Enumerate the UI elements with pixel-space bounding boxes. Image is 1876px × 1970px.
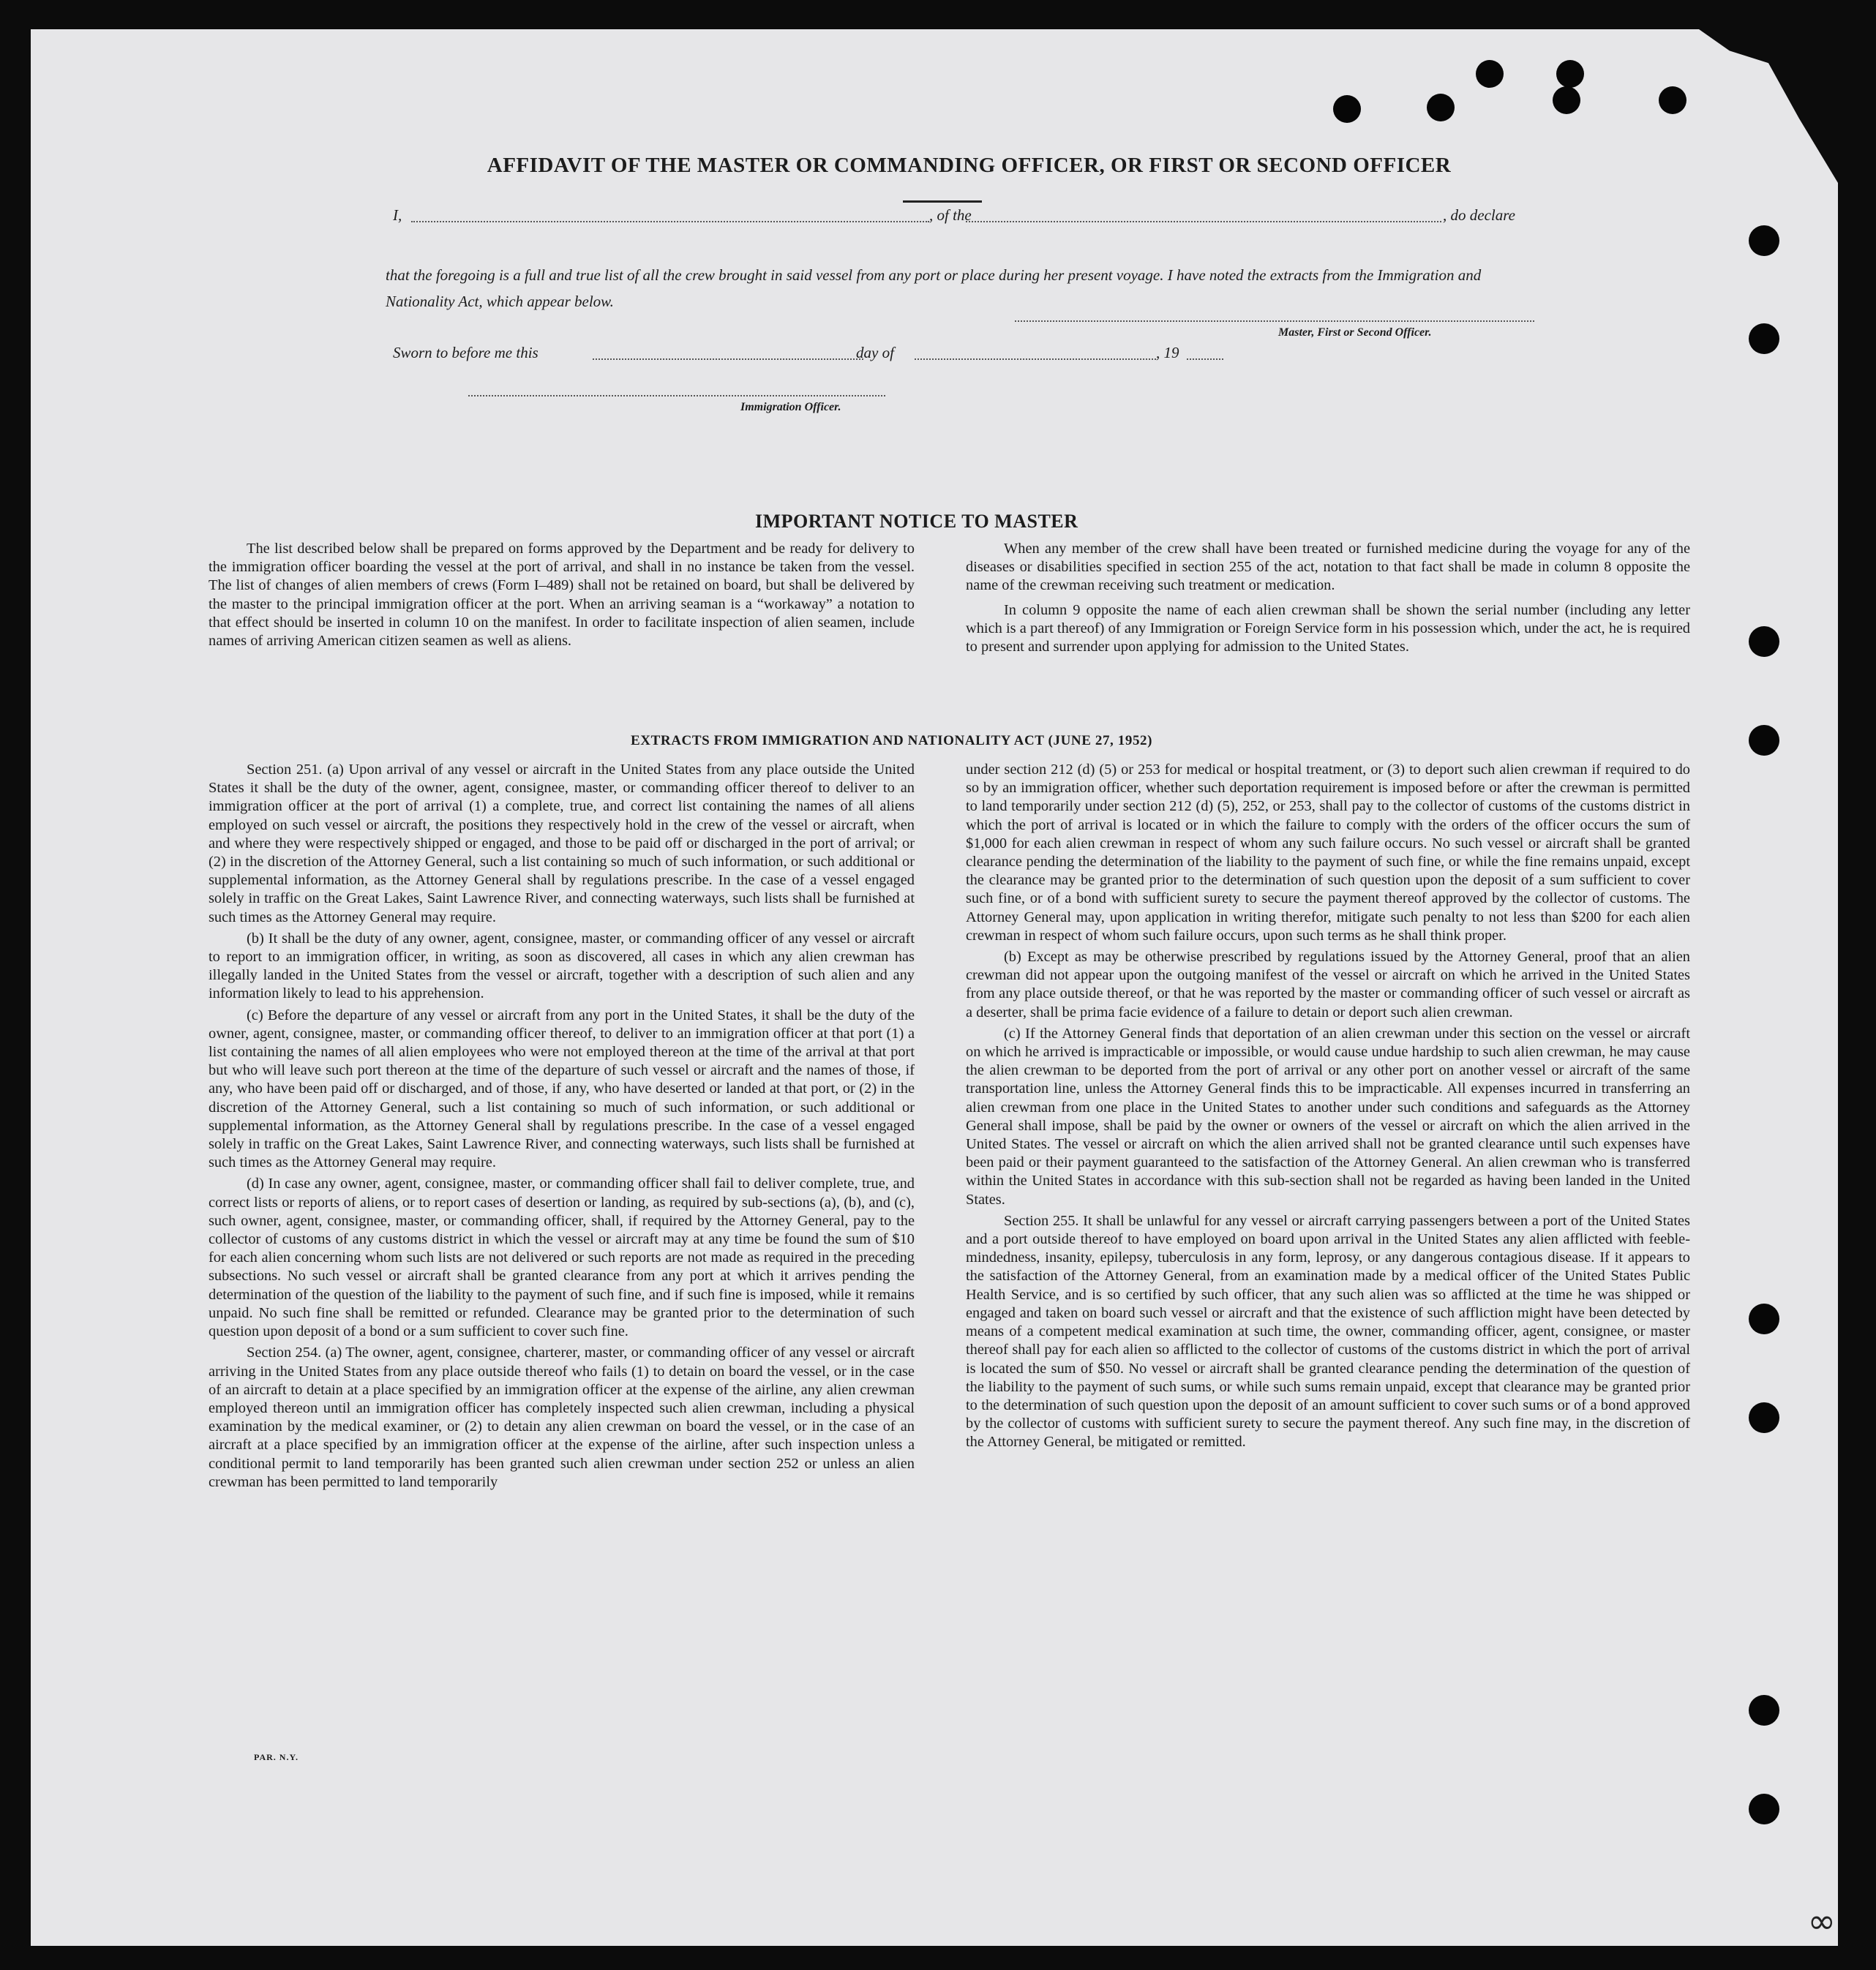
vessel-field[interactable] (966, 221, 1441, 222)
extract-paragraph: Section 255. It shall be unlawful for any vessel or aircraft carrying passengers between a port of the United States and a port outside thereof to have employed on board upon arrival in the United States any alien afflicted with feeble-mindedness, insanity, epilepsy, tuberculosis in any form, leprosy, or any dangerous contagious disease. If it appears to the satisfaction of the Attorney General, from an examination made by a medical officer of the United States Public Health Service, and is so certified by such officer, that any such alien was so afflicted at the time he was shipped or engaged and taken on board such vessel or aircraft and that the existence of such affliction might have been detected by means of a competent medical examination at such time, the owner, commanding officer, agent, consignee, or master thereof shall pay for each alien so afflicted to the collector of customs of the customs district in which the port of arrival is located the sum of $50. No vessel or aircraft shall be granted clearance pending the determination of the question of the liability to the payment of such sums, or while such sums remain unpaid, except that clearance may be granted prior to the determination of such question upon the deposit of an amount sufficient to cover such sums or of a bond approved by the collector of customs with sufficient surety to secure the payment thereof. Any such fine may, in the discretion of the Attorney General, be mitigated or remitted. (966, 1212, 1690, 1451)
sworn-year-field[interactable] (1187, 358, 1223, 360)
declaration-text: that the foregoing is a full and true list of all the crew brought in said vessel from any port or place during her present voyage. I have noted the extracts from the Immigration and Nationality Act, which appear below. (386, 266, 1482, 310)
extract-paragraph: (b) Except as may be otherwise prescribed by regulations issued by the Attorney General, proof that an alien crewman did not appear upon the outgoing manifest of the vessel or aircraft on which he arrived in the United States from any place outside thereof, or that he was reported by the master or commanding officer of such vessel or aircraft as a deserter, shall be prima facie evidence of a failure to detain or deport such alien crewman. (966, 949, 1690, 1020)
master-signature-caption: Master, First or Second Officer. (1278, 326, 1432, 339)
punch-hole (1749, 323, 1779, 354)
punch-hole (1659, 86, 1686, 114)
torn-corner (1699, 29, 1838, 183)
extracts-right-column (966, 761, 1690, 1455)
extract-paragraph: under section 212 (d) (5) or 253 for medical or hospital treatment, or (3) to deport such alien crewman if required to do so by an immigration officer, whether such deportation requirement is imposed before or after the crewman is permitted to land temporarily under section 212 (d) (5), 252, or 253, shall pay to the collector of customs of the customs district in which the port of arrival is located or in which the failure to comply with the orders of the officer occurs the sum of $1,000 for each alien crewman in respect of whom any such failure occurs. No such vessel or aircraft shall be granted clearance pending the determination of the liability to the payment of such fine, or while the fine remains unpaid, except the clearance may be granted prior to the determination of such question upon the deposit of a sum sufficient to cover such fine, or of a bond with sufficient surety to secure the payment thereof approved by the collector of customs. The Attorney General may, upon application in writing therefor, mitigate such penalty to not less than $200 for each alien crewman in respect of whom such failure occurs, upon such terms as he shall think proper. (966, 762, 1690, 944)
punch-hole (1749, 1402, 1779, 1433)
punch-hole (1749, 1794, 1779, 1824)
extract-paragraph: Section 251. (a) Upon arrival of any vessel or aircraft in the United States from any place outside the United States it shall be the duty of the owner, agent, consignee, master, or commanding officer thereof to deliver to an immigration officer at the port of arrival (1) a complete, true, and correct list containing the names of all aliens employed on such vessel or aircraft, the positions they respectively hold in the crew of the vessel or aircraft, when and where they were respectively shipped or engaged, and those to be paid off or discharged in the port of arrival; or (2) in the discretion of the Attorney General, such a list containing so much of such information, or such additional or supplemental information, as the Attorney General shall by regulations prescribe. In the case of a vessel engaged solely in traffic on the Great Lakes, Saint Lawrence River, and connecting waterways, such lists shall be furnished at such times as the Attorney General may require. (209, 762, 915, 925)
document-page (31, 29, 1838, 1946)
punch-hole (1553, 86, 1580, 114)
name-field[interactable] (411, 221, 929, 222)
i-label: I, (393, 206, 402, 224)
extract-paragraph: (c) Before the departure of any vessel or aircraft from any port in the United States, it shall be the duty of the owner, agent, consignee, master, or commanding officer thereof, to deliver to an immigration officer at that port (1) a list containing the names of all alien employees who were not employed thereon at the time of the arrival at that port but who will leave such port thereon at the time of the departure of such vessel or aircraft and the names of those, if any, who have been paid off or discharged, and of those, if any, who have deserted or landed at that port, or (2) in the discretion of the Attorney General, such a list containing so much of such information, or such additional or supplemental information, as the Attorney General shall by regulations prescribe. In the case of a vessel engaged solely in traffic on the Great Lakes, Saint Lawrence River, and connecting waterways, such lists shall be furnished at such times as the Attorney General may require. (209, 1007, 915, 1171)
extract-paragraph: (d) In case any owner, agent, consignee, master, or commanding officer shall fail to deliver complete, true, and correct lists or reports of aliens, or to report cases of desertion or landing, as required by sub-sections (a), (b), and (c), such owner, agent, consignee, master, or commanding officer, shall, if required by the Attorney General, pay to the collector of customs of any customs district in which the vessel or aircraft may at any time be found the sum of $10 for each alien concerning whom such lists are not delivered or such reports are not made as required in the preceding subsections. No such vessel or aircraft shall be granted clearance from any port at which it arrives pending the determination of the question of the liability to the payment of such fine, and if such fine is imposed, while it remains unpaid. No such fine shall be remitted or refunded. Clearance may be granted prior to the determination of such question upon deposit of a bond or a sum sufficient to cover such fine. (209, 1176, 915, 1340)
day-of-label: day of (856, 344, 894, 361)
affidavit-title: AFFIDAVIT OF THE MASTER OR COMMANDING OFFICER, OR FIRST OR SECOND OFFICER (487, 154, 1452, 177)
notice-left-column (209, 540, 915, 653)
extracts-title: EXTRACTS FROM IMMIGRATION AND NATIONALITY ACT (JUNE 27, 1952) (631, 733, 1153, 748)
notice-paragraph: In column 9 opposite the name of each alien crewman shall be shown the serial number (including any letter which is a part thereof) of any Immigration or Foreign Service form in his possession which, under the act, he is required to present and surrender upon applying for admission to the United States. (966, 601, 1690, 655)
master-signature-line[interactable] (1015, 320, 1534, 322)
punch-hole (1749, 225, 1779, 256)
sworn-label: Sworn to before me this (393, 344, 539, 361)
punch-hole (1749, 1304, 1779, 1334)
punch-hole (1749, 626, 1779, 657)
printer-mark: PAR. N.Y. (254, 1752, 299, 1762)
notice-paragraph: The list described below shall be prepared on forms approved by the Department and be ready for delivery to the immigration officer boarding the vessel at the port of arrival, and shall in no instance be taken from the vessel. The list of changes of alien members of crews (Form I–489) shall not be retained on board, but shall be delivered by the master to the principal immigration officer at the port. When an arriving seaman is a “workaway” a notation to that effect should be inserted in column 10 on the manifest. In order to facilitate inspection of alien seamen, include names of arriving American citizen seamen as well as aliens. (209, 541, 915, 650)
extract-paragraph: (c) If the Attorney General finds that deportation of an alien crewman under this section on the vessel or aircraft on which he arrived is impracticable or impossible, or would cause undue hardship to such alien crewman, he may cause the alien crewman to be deported from the port of arrival or any other port on another vessel or aircraft of the same transportation line, unless the Attorney General finds this to be impracticable. All expenses incurred in transferring an alien crewman from one place in the United States to another under such conditions and safeguards as the Attorney General shall impose, shall be paid by the owner or owners of the vessel or aircraft on which the alien arrived in the United States. The vessel or aircraft on which the alien arrived shall not be granted clearance until such expenses have been paid or their payment guaranteed to the satisfaction of the Attorney General. An alien crewman who is transferred within the United States in accordance with this sub-section shall not be regarded as having been landed in the United States. (966, 1025, 1690, 1208)
notice-title: IMPORTANT NOTICE TO MASTER (755, 511, 1078, 532)
extracts-left-column (209, 761, 915, 1495)
corner-mark: ∞ (1807, 1901, 1836, 1941)
title-rule (903, 200, 982, 203)
do-declare-label: , do declare (1443, 206, 1515, 224)
extract-paragraph: Section 254. (a) The owner, agent, consignee, charterer, master, or commanding officer of any vessel or aircraft arriving in the United States from any place outside thereof who fails (1) to detain on board the vessel, or in the case of an aircraft to detain at a place specified by an immigration officer at the expense of the airline, any alien crewman employed thereon until an immigration officer has completely inspected such alien crewman, including a physical examination by the medical examiner, or (2) to detain any alien crewman on board the vessel, or in the case of an aircraft at a place specified by an immigration officer at the expense of the airline, after such inspection unless a conditional permit to land temporarily has been granted such alien crewman under section 252 or unless an alien crewman has been permitted to land temporarily (209, 1345, 915, 1490)
punch-hole (1749, 1695, 1779, 1726)
extract-paragraph: (b) It shall be the duty of any owner, agent, consignee, master, or commanding officer of any vessel or aircraft to report to an immigration officer, in writing, as soon as discovered, all cases in which any alien crewman has illegally landed in the United States from the vessel or aircraft, together with a description of such alien and any information likely to lead to his apprehension. (209, 930, 915, 1002)
punch-hole (1333, 95, 1361, 123)
punch-hole (1749, 725, 1779, 756)
punch-hole (1556, 60, 1584, 88)
of-the-label: , of the (929, 206, 972, 224)
notice-paragraph: When any member of the crew shall have been treated or furnished medicine during the voyage for any of the diseases or disabilities specified in section 255 of the act, notation to that fact shall be made in column 8 opposite the name of the crewman receiving such treatment or medication. (966, 541, 1690, 594)
punch-hole (1476, 60, 1504, 88)
officer-signature-line[interactable] (468, 395, 885, 396)
year-label: , 19 (1156, 344, 1179, 361)
punch-hole (1427, 94, 1455, 121)
sworn-day-field[interactable] (593, 358, 863, 360)
notice-right-column (966, 540, 1690, 659)
sworn-month-field[interactable] (915, 358, 1156, 360)
officer-signature-caption: Immigration Officer. (740, 401, 841, 413)
